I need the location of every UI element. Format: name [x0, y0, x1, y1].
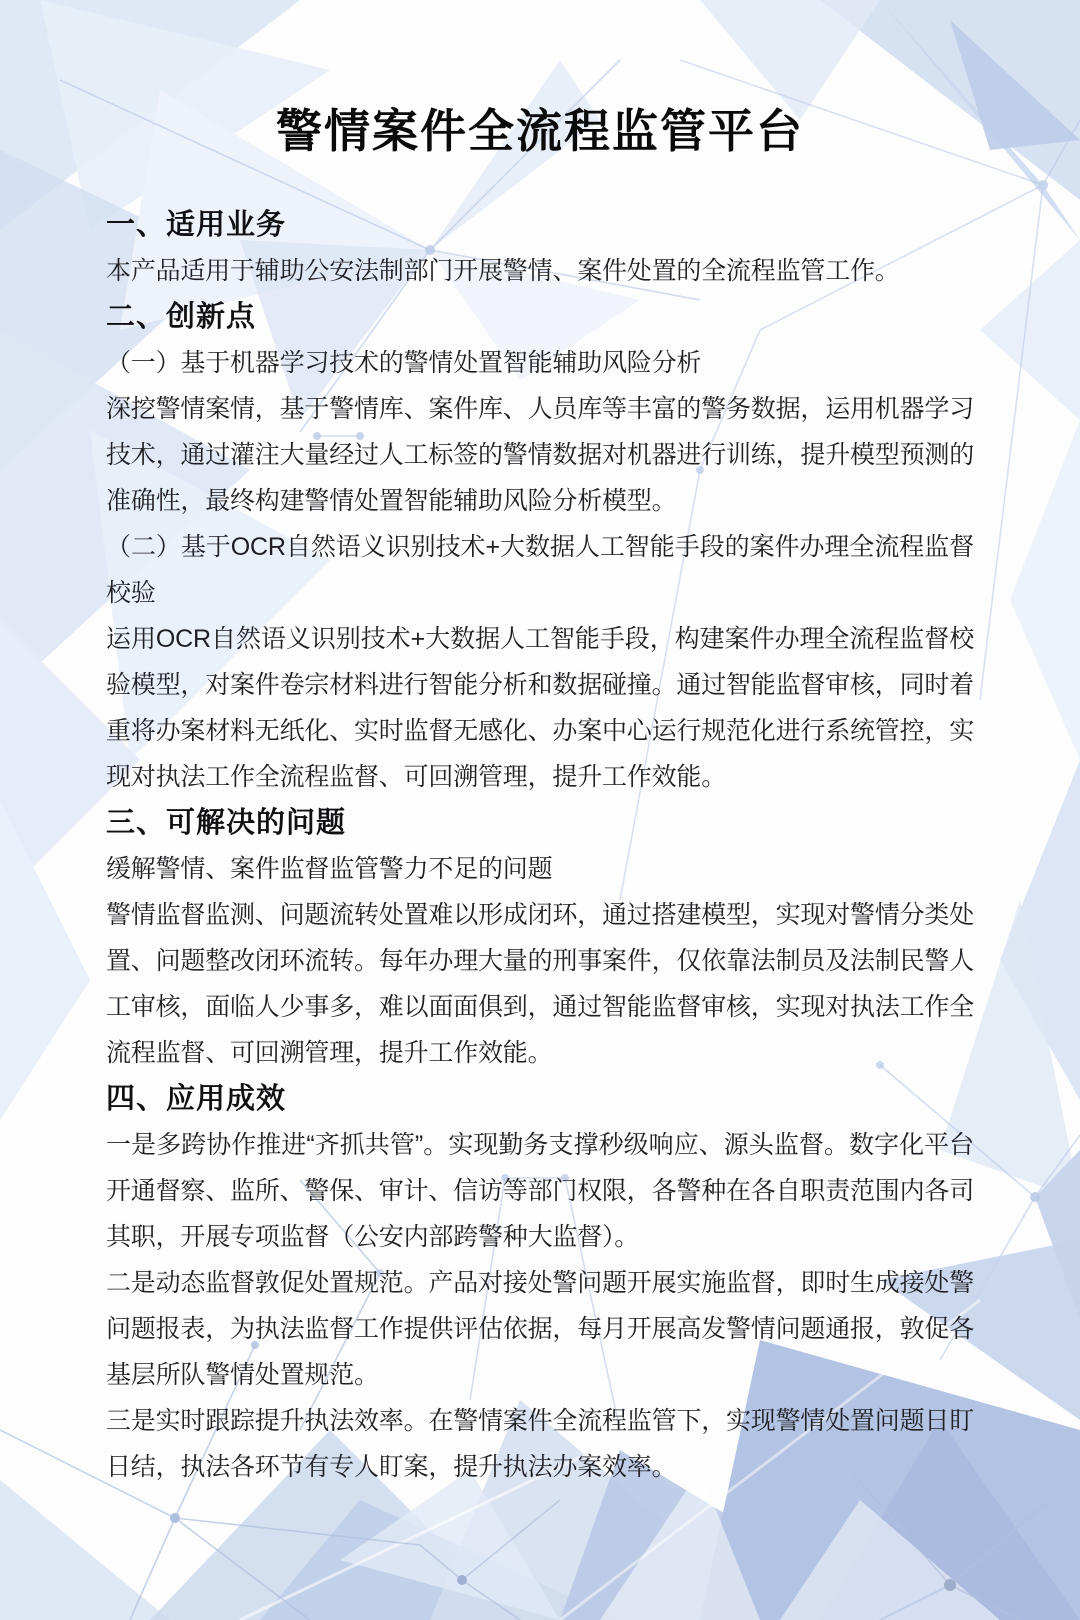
subheading-innovation-2: （二）基于OCR自然语义识别技术+大数据人工智能手段的案件办理全流程监督校验	[106, 533, 974, 607]
paragraph-applicable-business: 本产品适用于辅助公安法制部门开展警情、案件处置的全流程监管工作。	[106, 257, 900, 285]
paragraph-problem-2: 警情监督监测、问题流转处置难以形成闭环，通过搭建模型，实现对警情分类处置、问题整改闭环流转。每年办理大量的刑事案件，仅依靠法制员及法制民警人工审核，面临人少事多，难以面面俱到，通过智能监督审核，实现对执法工作全流程监督、可回溯管理，提升工作效能。	[106, 901, 975, 1067]
paragraph-effect-3: 三是实时跟踪提升执法效率。在警情案件全流程监管下，实现警情处置问题日盯日结，执法各环节有专人盯案，提升执法办案效率。	[106, 1407, 975, 1481]
paragraph-innovation-1: 深挖警情案情，基于警情库、案件库、人员库等丰富的警务数据，运用机器学习技术，通过灌注大量经过人工标签的警情数据对机器进行训练，提升模型预测的准确性，最终构建警情处置智能辅助风险分析模型。	[106, 395, 975, 515]
subheading-innovation-1: （一）基于机器学习技术的警情处置智能辅助风险分析	[106, 349, 702, 377]
page-title: 警情案件全流程监管平台	[276, 105, 804, 157]
paragraph-problem-1: 缓解警情、案件监督监管警力不足的问题	[106, 855, 553, 883]
section-heading-4: 四、应用成效	[106, 1083, 287, 1115]
document-body	[106, 100, 974, 1490]
paragraph-effect-2: 二是动态监督敦促处置规范。产品对接处警问题开展实施监督，即时生成接处警问题报表，为执法监督工作提供评估依据，每月开展高发警情问题通报，敦促各基层所队警情处置规范。	[106, 1269, 975, 1389]
section-heading-1: 一、适用业务	[106, 209, 287, 241]
section-heading-3: 三、可解决的问题	[106, 807, 347, 839]
paragraph-effect-1: 一是多跨协作推进“齐抓共管”。实现勤务支撑秒级响应、源头监督。数字化平台开通督察、监所、警保、审计、信访等部门权限，各警种在各自职责范围内各司其职，开展专项监督（公安内部跨警种大监督）。	[106, 1131, 975, 1251]
section-heading-2: 二、创新点	[106, 301, 257, 333]
paragraph-innovation-2: 运用OCR自然语义识别技术+大数据人工智能手段，构建案件办理全流程监督校验模型，对案件卷宗材料进行智能分析和数据碰撞。通过智能监督审核，同时着重将办案材料无纸化、实时监督无感化、办案中心运行规范化进行系统管控，实现对执法工作全流程监督、可回溯管理，提升工作效能。	[106, 625, 975, 791]
